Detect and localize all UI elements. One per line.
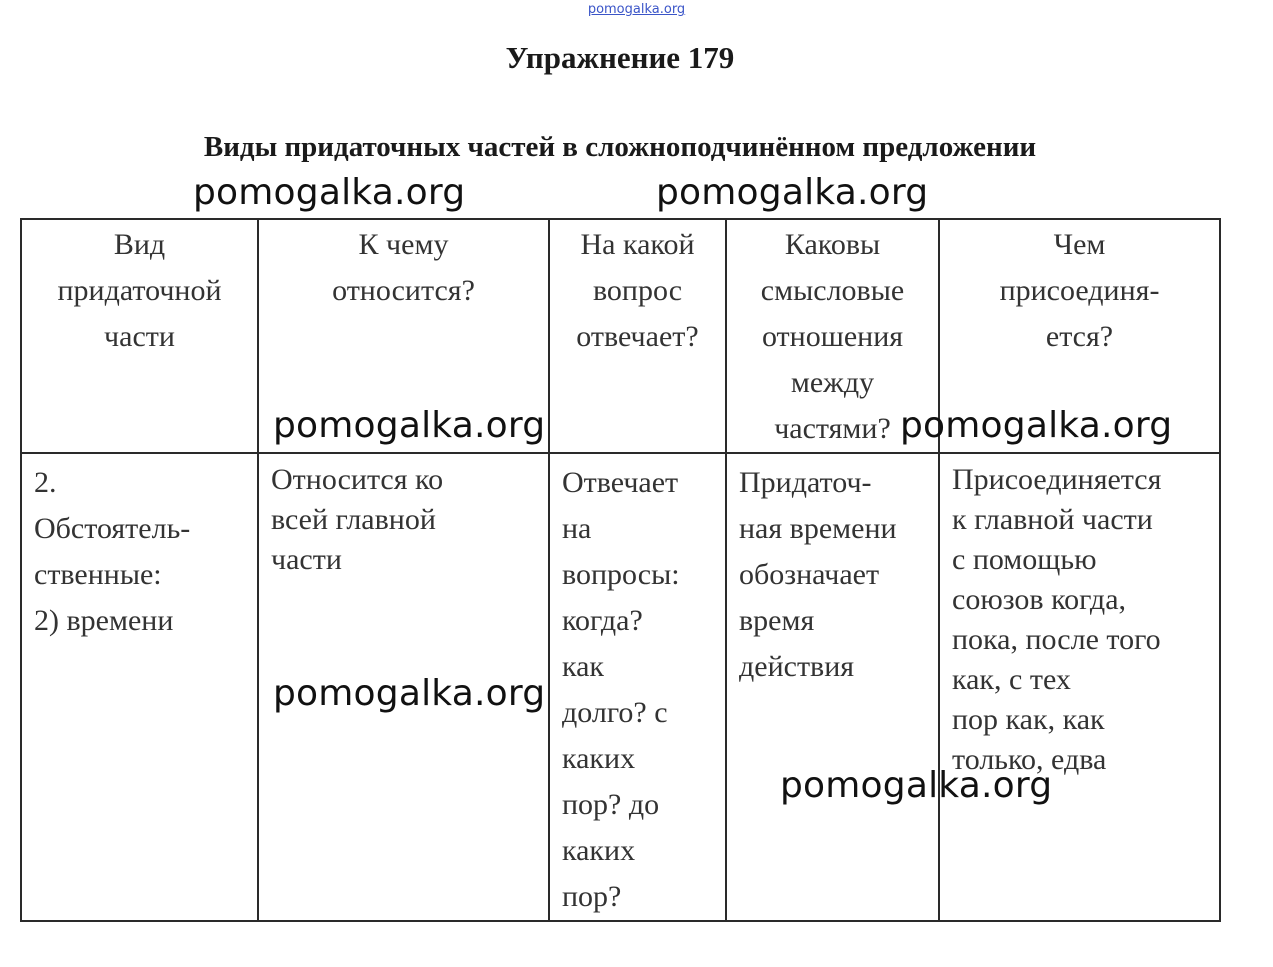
header-line: придаточной (57, 274, 222, 307)
cell-line: на (562, 512, 592, 545)
cell-clause-type (21, 453, 258, 921)
header-line: частями? (774, 412, 891, 445)
header-line: между (790, 366, 875, 399)
cell-line: пор? до (562, 788, 660, 821)
cell-line: время (739, 604, 815, 637)
cell-line: пор как, как (952, 703, 1105, 736)
header-line: ется? (1045, 320, 1114, 353)
cell-line: каких (562, 834, 636, 867)
header-line: Каковы (784, 228, 881, 261)
cell-line: ственные: (34, 558, 162, 591)
cell-line: вопросы: (562, 558, 680, 591)
cell-line: к главной части (952, 503, 1153, 536)
header-line: присоединя- (999, 274, 1160, 307)
cell-line: Придаточ- (739, 466, 872, 499)
cell-line: части (271, 543, 342, 576)
watermark: pomogalka.org (193, 172, 466, 213)
cell-line: Присоединяется (952, 463, 1162, 496)
header-line: Чем (1053, 228, 1106, 261)
cell-line: когда? (562, 604, 643, 637)
cell-semantic-relations (726, 453, 939, 921)
cell-line: каких (562, 742, 636, 775)
header-line: К чему (358, 228, 449, 261)
header-clause-type (21, 219, 258, 453)
cell-line: как (562, 650, 605, 683)
cell-line: Отвечает (562, 466, 679, 499)
header-line: Вид (113, 228, 166, 261)
cell-question (549, 453, 726, 921)
table-title: Виды придаточных частей в сложноподчинённом предложении (203, 131, 1037, 163)
cell-line: с помощью (952, 543, 1097, 576)
header-line: отвечает? (576, 320, 699, 353)
watermark: pomogalka.org (900, 405, 1173, 446)
clause-types-table (20, 218, 1221, 922)
cell-line: долго? с (562, 696, 668, 729)
cell-line: обозначает (739, 558, 880, 591)
cell-line: как, с тех (952, 663, 1071, 696)
header-line: На какой (580, 228, 695, 261)
cell-line: Относится ко (271, 463, 444, 496)
header-line: части (104, 320, 175, 353)
site-link[interactable]: pomogalka.org (587, 2, 686, 17)
exercise-title: Упражнение 179 (505, 40, 735, 75)
watermark: pomogalka.org (656, 172, 929, 213)
cell-line: пока, после того (952, 623, 1161, 656)
header-question (549, 219, 726, 453)
header-line: относится? (332, 274, 475, 307)
cell-connection (939, 453, 1220, 921)
cell-line: всей главной (271, 503, 436, 536)
header-line: вопрос (592, 274, 683, 307)
header-line: отношения (761, 320, 904, 353)
cell-line: действия (739, 650, 855, 683)
cell-line: только, едва (952, 743, 1107, 776)
table-row (21, 453, 1220, 921)
watermark: pomogalka.org (273, 405, 546, 446)
cell-line: пор? (562, 880, 622, 913)
watermark: pomogalka.org (780, 765, 1053, 806)
cell-line: 2. (34, 466, 57, 499)
cell-line: Обстоятель- (34, 512, 191, 545)
cell-line: ная времени (739, 512, 897, 545)
watermark: pomogalka.org (273, 673, 546, 714)
header-line: смысловые (760, 274, 905, 307)
cell-line: 2) времени (34, 604, 174, 637)
cell-line: союзов когда, (952, 583, 1127, 616)
